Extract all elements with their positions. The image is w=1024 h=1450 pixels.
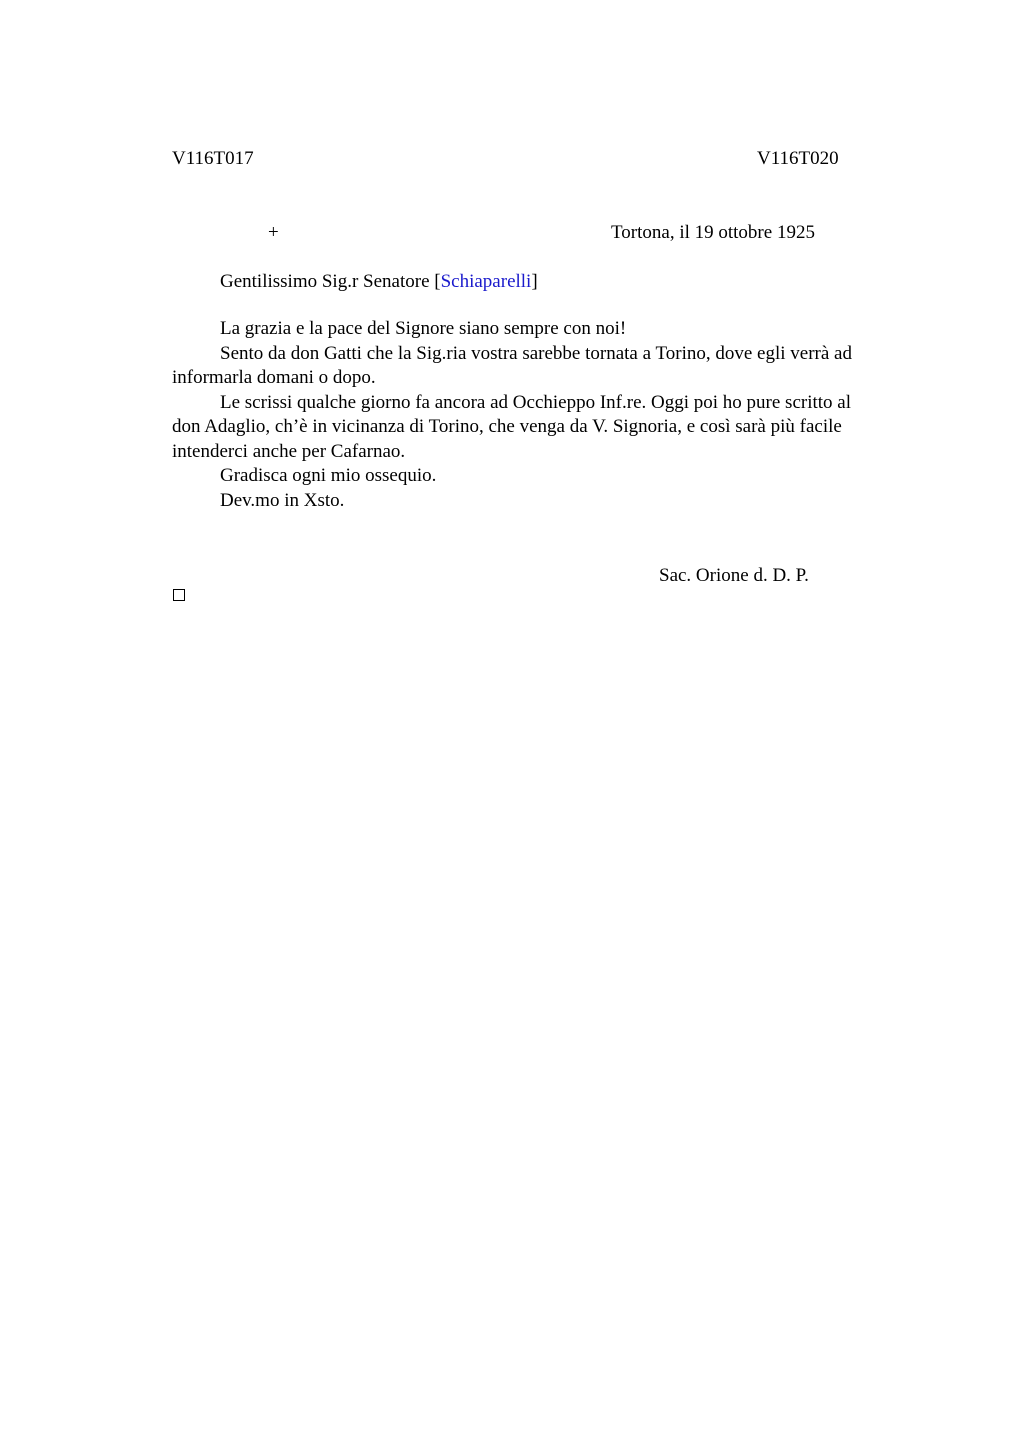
- cross-symbol: +: [268, 222, 279, 243]
- paragraph-closing: Dev.mo in Xsto.: [220, 489, 345, 511]
- reference-code-left: V116T017: [172, 148, 254, 169]
- reference-code-right: V116T020: [757, 148, 839, 169]
- salutation-suffix: ]: [531, 271, 538, 292]
- paragraph-greeting: La grazia e la pace del Signore siano sempre con noi!: [220, 318, 627, 339]
- salutation: [220, 270, 538, 294]
- paragraph-gatti: Sento da don Gatti che la Sig.ria vostra sarebbe tornata a Torino, dove egli verrà ad informarla domani o dopo.: [172, 342, 852, 388]
- letter-body: [172, 317, 892, 513]
- signature: Sac. Orione d. D. P.: [659, 565, 809, 586]
- paragraph-cafarnao: intenderci anche per Cafarnao.: [172, 440, 406, 462]
- salutation-prefix: Gentilissimo Sig.r Senatore [: [220, 271, 441, 292]
- paragraph-occhieppo: Le scrissi qualche giorno fa ancora ad Occhieppo Inf.re. Oggi poi ho pure scritto al don Adaglio, ch’è in vicinanza di Torino, che venga da V. Signoria, e così sarà più facile: [172, 391, 851, 437]
- place-date: Tortona, il 19 ottobre 1925: [611, 222, 815, 243]
- end-of-letter-box-icon: [173, 589, 185, 601]
- recipient-name-link[interactable]: Schiaparelli: [440, 271, 532, 292]
- paragraph-ossequio: Gradisca ogni mio ossequio.: [220, 465, 437, 486]
